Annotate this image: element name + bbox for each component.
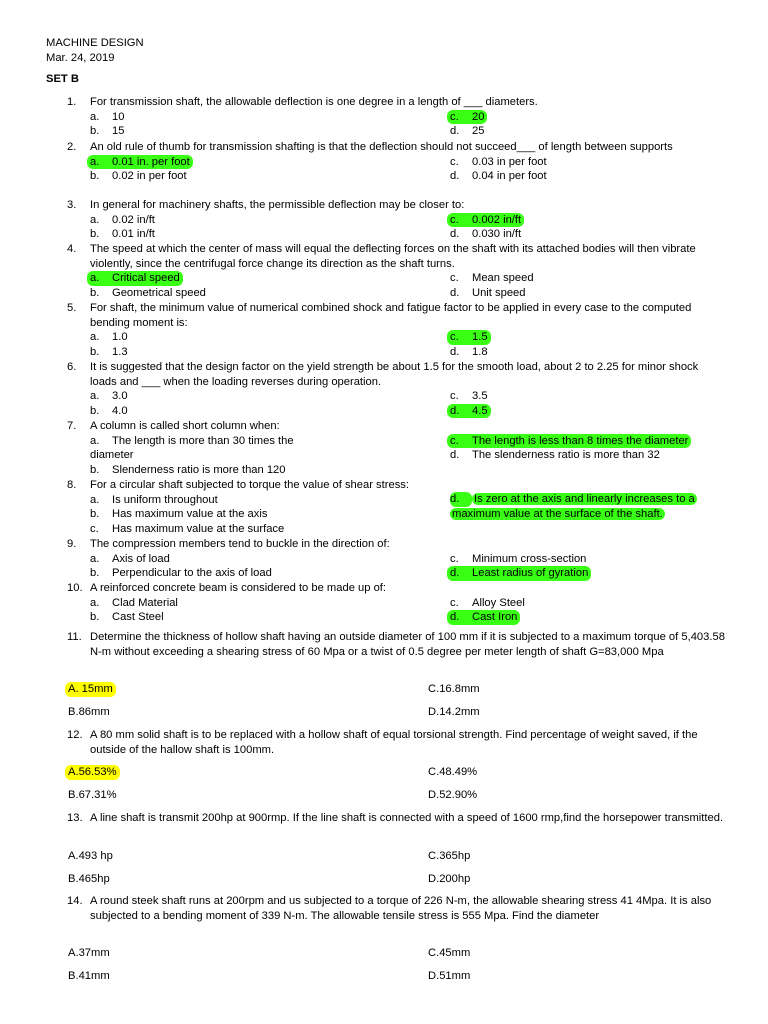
question-number: 14. <box>67 895 83 907</box>
option-c[interactable]: c. Alloy Steel <box>450 596 525 609</box>
option-b[interactable]: b. Slenderness ratio is more than 120 <box>90 463 286 476</box>
option-c[interactable]: c. 3.5 <box>450 390 488 403</box>
question-number: 4. <box>67 243 77 255</box>
question-number: 13. <box>67 812 83 824</box>
option-d[interactable]: D.52.90% <box>428 789 478 801</box>
option-a[interactable]: a. 10 <box>90 110 125 123</box>
option-b[interactable]: b. 1.3 <box>90 345 128 358</box>
question-stem: The speed at which the center of mass will equal the deflecting forces on the shaft with its attached bodies will then vibrate violently, since the centrifugal force change its direction as the shaft turns. <box>90 243 696 270</box>
option-d[interactable]: d. 1.8 <box>450 345 488 358</box>
option-a[interactable]: a. The length is more than 30 times the diameter <box>90 434 294 462</box>
question-9 <box>67 537 727 581</box>
question-number: 2. <box>67 141 77 153</box>
option-a-answer[interactable]: a. 0.01 in. per foot <box>87 155 193 170</box>
question-stem: The compression members tend to buckle in the direction of: <box>90 538 390 550</box>
option-a-answer[interactable]: a. Critical speed <box>87 271 183 286</box>
option-d[interactable]: d. Unit speed <box>450 286 526 299</box>
question-12 <box>67 728 727 757</box>
question-13 <box>67 811 727 826</box>
option-d[interactable]: D.14.2mm <box>428 706 480 718</box>
question-5 <box>67 301 727 359</box>
option-a[interactable]: a. 1.0 <box>90 331 128 344</box>
question-stem: A column is called short column when: <box>90 420 280 432</box>
option-b[interactable]: b. 15 <box>90 125 125 138</box>
option-c[interactable]: C.365hp <box>428 850 471 862</box>
option-c[interactable]: C.16.8mm <box>428 683 480 695</box>
question-1 <box>67 95 727 139</box>
document-header <box>46 36 144 65</box>
question-number: 6. <box>67 361 77 373</box>
question-4 <box>67 242 727 300</box>
question-stem: Determine the thickness of hollow shaft having an outside diameter of 100 mm if it is subjected to a maximum torque of 5,403.58 N-m without exceeding a shearing stress of 60 Mpa or a twist of 0.5 degree per meter length of shaft G=83,000 Mpa <box>90 631 725 658</box>
option-a[interactable]: a. 0.02 in/ft <box>90 213 155 226</box>
question-number: 1. <box>67 96 77 108</box>
option-c[interactable]: c. 0.03 in per foot <box>450 155 547 168</box>
option-a[interactable]: a. Is uniform throughout <box>90 493 218 506</box>
option-b[interactable]: b. 4.0 <box>90 404 128 417</box>
question-stem: For shaft, the minimum value of numerical combined shock and fatigue factor to be applied in every case to the computed bending moment is: <box>90 302 692 329</box>
option-b[interactable]: B.465hp <box>68 873 110 885</box>
option-a[interactable]: A.37mm <box>68 947 110 959</box>
question-number: 8. <box>67 479 77 491</box>
set-label: SET B <box>46 73 79 85</box>
question-stem: For transmission shaft, the allowable deflection is one degree in a length of ___ diameters. <box>90 96 538 108</box>
option-b[interactable]: B.41mm <box>68 970 110 982</box>
question-stem: It is suggested that the design factor on the yield strength be about 1.5 for the smooth load, about 2 to 2.25 for minor shock loads and ___ when the loading reverses during operation. <box>90 361 699 388</box>
option-a[interactable]: A.493 hp <box>68 850 113 862</box>
question-number: 10. <box>67 582 83 594</box>
option-d[interactable]: d. 0.04 in per foot <box>450 170 547 183</box>
exam-date: Mar. 24, 2019 <box>46 51 115 64</box>
question-11 <box>67 630 727 659</box>
question-stem: An old rule of thumb for transmission shafting is that the deflection should not succeed___ of length between supports <box>90 141 673 153</box>
option-b[interactable]: b. 0.01 in/ft <box>90 228 155 241</box>
option-d[interactable]: d. 0.030 in/ft <box>450 228 522 241</box>
question-number: 3. <box>67 199 77 211</box>
option-a[interactable]: a. Clad Material <box>90 596 178 609</box>
option-d-answer[interactable]: d. Least radius of gyration <box>447 566 591 581</box>
question-14 <box>67 894 727 923</box>
option-c[interactable]: C.45mm <box>428 947 471 959</box>
question-number: 5. <box>67 302 77 314</box>
option-a[interactable]: a. 3.0 <box>90 390 128 403</box>
option-c[interactable]: C.48.49% <box>428 766 478 778</box>
question-number: 7. <box>67 420 77 432</box>
question-number: 9. <box>67 538 77 550</box>
option-c-answer[interactable]: c. The length is less than 8 times the diameter <box>447 434 691 449</box>
option-d-answer[interactable]: d. 4.5 <box>447 404 491 419</box>
option-a-answer[interactable]: A. 15mm <box>65 682 116 697</box>
option-b[interactable]: b. 0.02 in per foot <box>90 170 187 183</box>
question-stem: For a circular shaft subjected to torque the value of shear stress: <box>90 479 410 491</box>
option-d[interactable]: d. 25 <box>450 125 485 138</box>
option-a-answer[interactable]: A.56.53% <box>65 765 120 780</box>
question-number: 12. <box>67 729 83 741</box>
option-c-answer[interactable]: c. 0.002 in/ft <box>447 213 524 228</box>
option-b[interactable]: b. Has maximum value at the axis <box>90 508 268 521</box>
question-stem: In general for machinery shafts, the permissible deflection may be closer to: <box>90 199 465 211</box>
question-10 <box>67 581 727 625</box>
question-6 <box>67 360 727 418</box>
option-b[interactable]: B.86mm <box>68 706 110 718</box>
question-number: 11. <box>67 631 82 643</box>
question-stem: A reinforced concrete beam is considered to be made up of: <box>90 582 387 594</box>
option-c[interactable]: c. Minimum cross-section <box>450 552 587 565</box>
option-c[interactable]: c. Has maximum value at the surface <box>90 522 285 535</box>
option-b[interactable]: b. Perpendicular to the axis of load <box>90 567 272 580</box>
option-b[interactable]: b. Cast Steel <box>90 611 164 624</box>
option-b[interactable]: B.67.31% <box>68 789 117 801</box>
option-c-answer[interactable]: c. 1.5 <box>447 330 491 345</box>
option-c[interactable]: c. Mean speed <box>450 272 534 285</box>
question-stem: A line shaft is transmit 200hp at 900rmp. If the line shaft is connected with a speed of 1600 rmp,find the horsepower transmitted. <box>90 812 724 824</box>
option-c-answer[interactable]: c. 20 <box>447 110 487 125</box>
question-stem: A 80 mm solid shaft is to be replaced with a hollow shaft of equal torsional strength. Find percentage of weight saved, if the outside of the hallow shaft is 100mm. <box>90 729 698 756</box>
question-stem: A round steek shaft runs at 200rpm and us subjected to a torque of 226 N-m, the allowable shearing stress 41 4Mpa. It is also subjected to a bending moment of 339 N-m. The allowable tensile stress is 555 Mpa. Find the diameter <box>90 895 712 922</box>
option-a[interactable]: a. Axis of load <box>90 552 170 565</box>
subject-title: MACHINE DESIGN <box>46 37 144 49</box>
option-d-answer[interactable]: d. Cast Iron <box>447 610 520 625</box>
option-b[interactable]: b. Geometrical speed <box>90 286 206 299</box>
option-d[interactable]: D.200hp <box>428 873 471 885</box>
question-2 <box>67 140 727 184</box>
option-d-answer[interactable]: d. Is zero at the axis and linearly increases to a maximum value at the surface of the shaft. <box>450 493 695 520</box>
option-d[interactable]: d. The slenderness ratio is more than 32 <box>450 449 660 461</box>
question-3 <box>67 198 727 242</box>
option-d[interactable]: D.51mm <box>428 970 471 982</box>
